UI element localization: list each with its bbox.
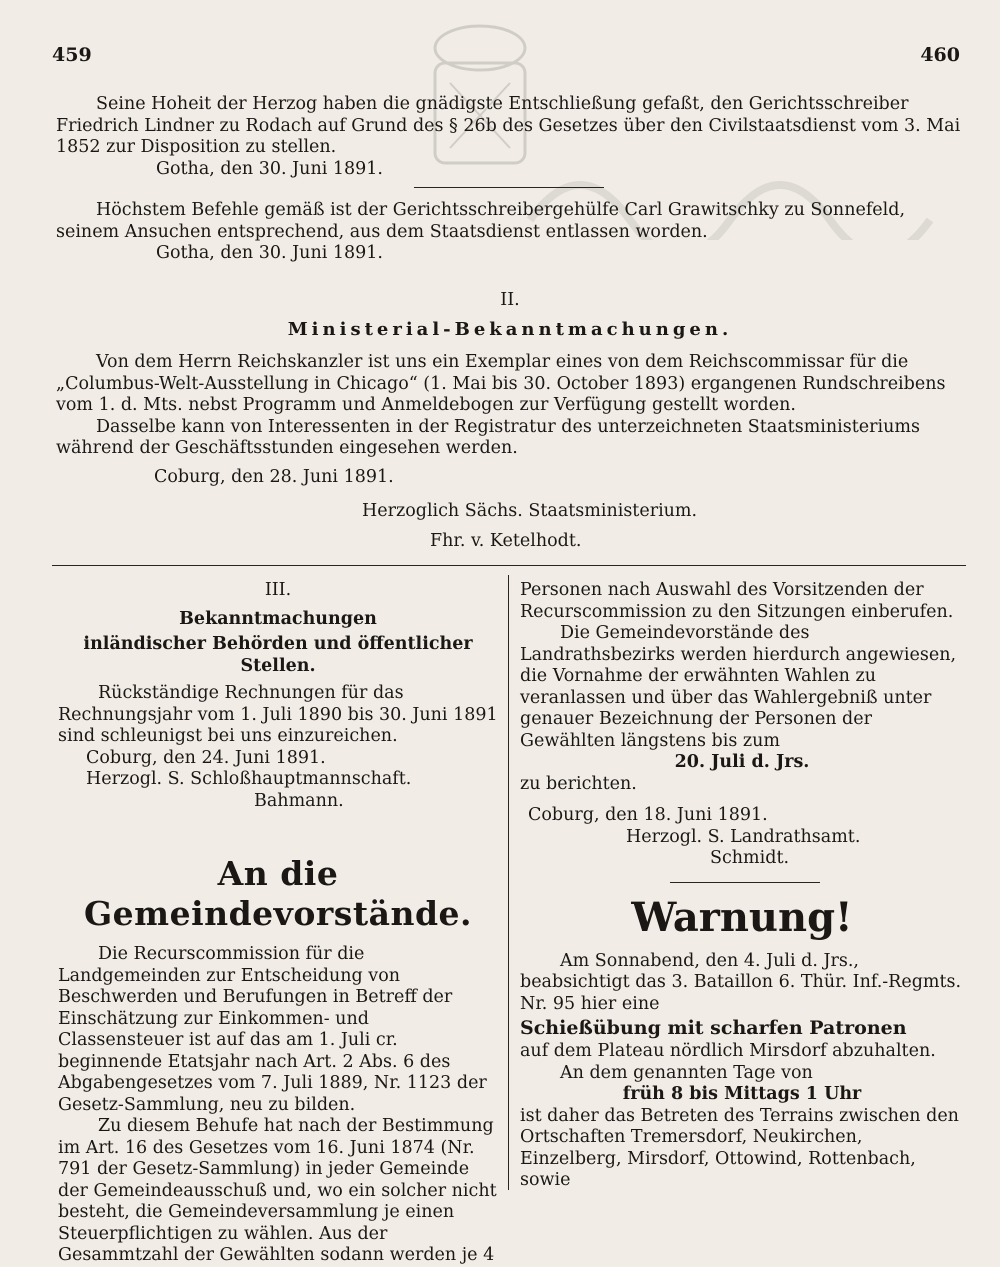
right-column <box>520 580 964 1192</box>
gemeinde-paragraph-1: Die Recurscommission für die Landgemeinden zur Entscheidung von Beschwerden und Berufungen in Betreff der Einschätzung zur Einkommen- und Classensteuer ist auf das am 1. Juli cr. beginnende Etatsjahr nach Art. 2 Abs. 6 des Abgabengesetzes vom 7. Juli 1889, Nr. 1123 der Gesetz-Sammlung, neu zu bilden. <box>58 944 487 1115</box>
warnung-bold-line: Schießübung mit scharfen Patronen <box>520 1017 907 1039</box>
section-ii-body <box>56 352 964 460</box>
section-ii-place-date: Coburg, den 28. Juni 1891. <box>154 467 394 487</box>
warnung-paragraph-1: Am Sonnabend, den 4. Juli d. Jrs., beabsichtigt das 3. Bataillon 6. Thür. Inf.-Regmts. Nr. 95 hier eine <box>520 950 962 1014</box>
notice-grawitschky <box>56 200 964 265</box>
section-ii-paragraph-2: Dasselbe kann von Interessenten in der Registratur des unterzeichneten Staatsministeriums während der Geschäftsstunden eingesehen werden. <box>56 416 920 458</box>
section-iii-paragraph: Rückständige Rechnungen für das Rechnungsjahr vom 1. Juli 1890 bis 30. Juni 1891 sind schleunigst bei uns einzureichen. <box>58 683 498 746</box>
page-number-right: 460 <box>920 44 960 66</box>
gemeinde-paragraph-3: Personen nach Auswahl des Vorsitzenden der Recurscommission zu den Sitzungen einberufen. <box>520 580 954 622</box>
gemeinde-signer: Schmidt. <box>710 848 790 868</box>
gemeinde-headline: An die Gemeindevorstände. <box>83 854 473 933</box>
gemeinde-paragraph-5: zu berichten. <box>520 773 637 794</box>
warnung-time: früh 8 bis Mittags 1 Uhr <box>622 1084 862 1104</box>
notice-lindner-text: Seine Hoheit der Herzog haben die gnädigste Entschließung gefaßt, den Gerichtsschreiber Friedrich Lindner zu Rodach auf Grund des § 26b des Gesetzes über den Civilstaatsdienst vom 3. Mai 1852 zur Disposition zu stellen. <box>56 94 961 157</box>
section-iii-title-1: Bekanntmachungen <box>179 608 377 629</box>
warnung-paragraph-3: An dem genannten Tage von <box>560 1062 813 1083</box>
gemeinde-paragraph-2: Zu diesem Behufe hat nach der Bestimmung im Art. 16 des Gesetzes vom 16. Juni 1874 (Nr. 791 der Gesetz-Sammlung) in jeder Gemeinde der Gemeindeausschuß und, wo ein solcher nicht besteht, die Gemeindeversammlung je einen Steuerpflichtigen zu wählen. Aus der Gesammtzahl der Gewählten sodann werden je 4 <box>58 1116 497 1265</box>
gemeinde-authority: Herzogl. S. Landrathsamt. <box>626 826 861 847</box>
column-top-rule <box>52 565 966 566</box>
page-number-left: 459 <box>52 44 92 66</box>
notice-grawitschky-text: Höchstem Befehle gemäß ist der Gerichtsschreibergehülfe Carl Grawitschky zu Sonnefeld, seinem Ansuchen entsprechend, aus dem Staatsdienst entlassen worden. <box>56 200 906 242</box>
section-ii-paragraph-1: Von dem Herrn Reichskanzler ist uns ein Exemplar eines von dem Reichscommissar für die „Columbus-Welt-Ausstellung in Chicago“ (1. Mai bis 30. October 1893) ergangenen Rundschreibens vom 1. d. Mts. nebst Programm und Anmeldebogen zur Verfügung gestellt worden. <box>56 352 946 415</box>
notice-grawitschky-place-date: Gotha, den 30. Juni 1891. <box>156 243 383 263</box>
warnung-top-rule <box>670 882 820 883</box>
gemeinde-place-date: Coburg, den 18. Juni 1891. <box>528 805 768 825</box>
section-iii-numeral: III. <box>264 580 292 600</box>
left-column <box>58 580 498 1267</box>
section-ii-authority: Herzoglich Sächs. Staatsministerium. <box>362 501 698 521</box>
gemeinde-deadline: 20. Juli d. Jrs. <box>674 752 810 772</box>
section-iii-title-2: inländischer Behörden und öffentlicher Stellen. <box>83 634 473 676</box>
section-iii-signer: Bahmann. <box>254 790 344 811</box>
section-ii-signer: Fhr. v. Ketelhodt. <box>430 531 582 551</box>
gemeinde-paragraph-4: Die Gemeindevorstände des Landrathsbezirks werden hierdurch angewiesen, die Vornahme der erwähnten Wahlen zu veranlassen und über das Wahlergebniß unter genauer Bezeichnung der Personen der Gewählten längstens bis zum <box>520 623 957 751</box>
section-iii-place-date: Coburg, den 24. Juni 1891. <box>86 747 326 768</box>
column-divider <box>508 575 509 1190</box>
divider-rule <box>414 187 604 188</box>
warnung-headline: Warnung! <box>631 893 853 941</box>
notice-lindner <box>56 94 964 180</box>
section-iii-authority: Herzogl. S. Schloßhauptmannschaft. <box>86 769 412 789</box>
notice-lindner-place-date: Gotha, den 30. Juni 1891. <box>156 158 383 179</box>
warnung-paragraph-2: auf dem Plateau nördlich Mirsdorf abzuhalten. <box>520 1041 936 1061</box>
section-ii-numeral: II. <box>500 290 520 310</box>
section-ii-title: Ministerial-Bekanntmachungen. <box>287 319 733 340</box>
warnung-paragraph-4: ist daher das Betreten des Terrains zwischen den Ortschaften Tremersdorf, Neukirchen, Einzelberg, Mirsdorf, Ottowind, Rottenbach, sowie <box>520 1105 959 1190</box>
